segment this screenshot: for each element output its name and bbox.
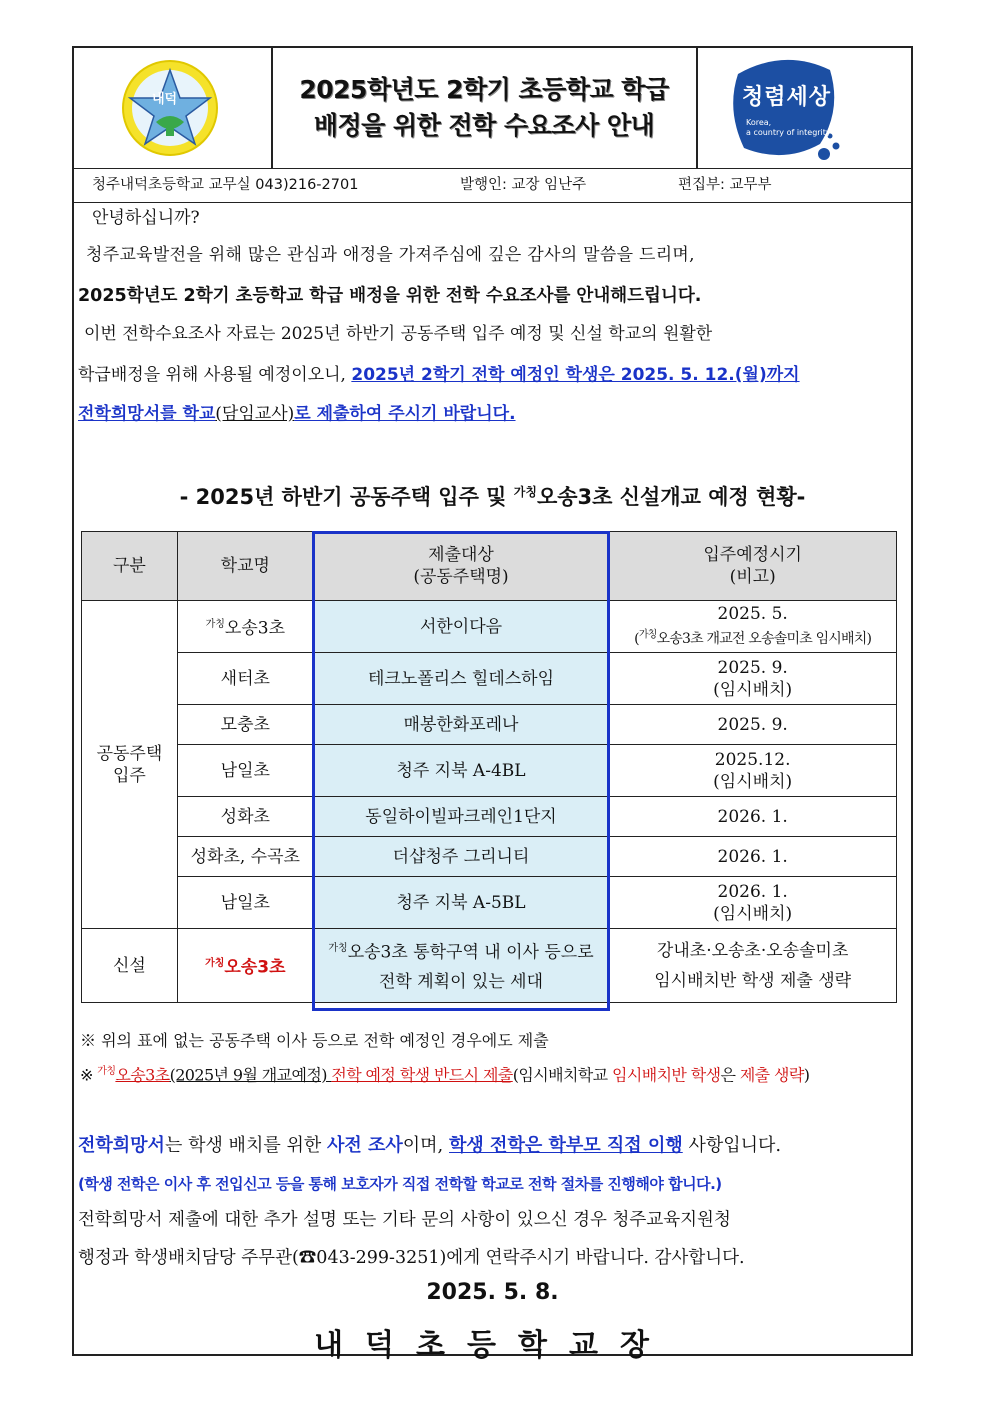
note-2 (80, 1062, 809, 1085)
target-cell (313, 929, 609, 1003)
paragraph-1: 청주교육발전을 위해 많은 관심과 애정을 가져주심에 깊은 감사의 말씀을 드리며, (86, 245, 695, 265)
target-cell: 동일하이빌파크레인1단지 (313, 797, 609, 837)
schedule-table (81, 531, 897, 1003)
target-line-1: 오송3초 통학구역 내 이사 등으로 (347, 942, 594, 963)
closing-survey: 사전 조사 (326, 1135, 403, 1156)
paragraph-3 (78, 361, 800, 389)
integrity-logo-text: 청렴세상 (742, 84, 832, 110)
note-2-sup: 가칭 (97, 1066, 116, 1077)
col-header-category: 구분 (82, 532, 178, 601)
note-1: ※ 위의 표에 없는 공동주택 이사 등으로 전학 예정인 경우에도 제출 (80, 1031, 549, 1050)
table-row-new-school (82, 929, 897, 1003)
target-cell: 청주 지북 A-4BL (313, 745, 609, 797)
school-cell: 모충초 (177, 705, 313, 745)
submit-request: 로 제출하여 주시기 바랍니다. (294, 404, 516, 424)
school-sup: 가칭 (205, 618, 225, 630)
page-title (274, 72, 694, 144)
integrity-logo-sub2: a country of integrity (746, 128, 831, 137)
school-cell (177, 601, 313, 653)
table-row (82, 745, 897, 797)
title-line-1: 2025학년도 2학기 초등학교 학급 (299, 75, 669, 104)
time-value: 2025.12. (714, 749, 791, 770)
col-header-time-line1: 입주예정시기 (703, 545, 802, 565)
closing-line-3: 전학희망서 제출에 대한 추가 설명 또는 기타 문의 사항이 있으신 경우 청주교육지원청 (78, 1210, 731, 1230)
time-cell (609, 877, 897, 929)
target-cell: 매봉한화포레나 (313, 705, 609, 745)
time-cell (609, 653, 897, 705)
note-2-required: 전학 예정 학생 반드시 제출 (331, 1065, 513, 1085)
school-name: 오송3초 (224, 618, 285, 639)
col-header-target (313, 532, 609, 601)
time-note-sup: 가칭 (638, 629, 657, 641)
target-sup: 가칭 (328, 942, 348, 954)
group-cell-new: 신설 (82, 929, 178, 1003)
issue-date: 2025. 5. 8. (426, 1280, 559, 1305)
paragraph-1-bold: 2025학년도 2학기 초등학교 학급 배정을 위한 전학 수요조사를 안내해드립니다. (78, 286, 702, 306)
closing-line-1 (78, 1132, 781, 1160)
target-cell: 서한이다음 (313, 601, 609, 653)
section-title-sup: 가칭 (513, 485, 537, 499)
publisher: 발행인: 교장 임난주 (460, 177, 587, 193)
title-line-2: 배정을 위한 전학 수요조사 안내 (313, 111, 655, 140)
time-cell: 2025. 9. (609, 705, 897, 745)
time-cell (609, 929, 897, 1003)
editor: 편집부: 교무부 (678, 177, 772, 193)
time-note: (임시배치) (713, 771, 793, 792)
col-header-school: 학교명 (177, 532, 313, 601)
note-2-open: (2025년 9월 개교예정) (169, 1065, 332, 1085)
header (74, 48, 911, 169)
time-cell (609, 745, 897, 797)
page-frame (72, 46, 913, 1363)
integrity-logo-sub1: Korea, (746, 118, 772, 127)
signer: 내덕초등학교장 (314, 1328, 671, 1363)
table-row (82, 601, 897, 653)
school-logo (120, 58, 220, 158)
closing-text-2: 이며, (402, 1135, 450, 1156)
target-cell: 청주 지북 A-5BL (313, 877, 609, 929)
target-line-2: 전학 계획이 있는 세대 (378, 972, 543, 993)
time-note: (임시배치) (713, 679, 793, 700)
note-2-mark: ※ (80, 1065, 98, 1085)
note-2-close: ) (803, 1065, 810, 1085)
school-name: 오송3초 (224, 957, 286, 978)
school-cell: 성화초, 수곡초 (177, 837, 313, 877)
closing-text: 는 학생 배치를 위한 (164, 1135, 327, 1156)
note-2-omit: 제출 생략 (739, 1065, 804, 1085)
submit-target: 전학희망서를 학교 (78, 404, 216, 424)
col-header-target-line2: (공동주택명) (413, 567, 509, 587)
group-label: 공동주택 (96, 743, 163, 764)
section-title (74, 481, 911, 511)
note-2-particle: 은 (720, 1065, 740, 1085)
table-row (82, 797, 897, 837)
time-cell: 2026. 1. (609, 837, 897, 877)
school-cell (177, 929, 313, 1003)
col-header-time (609, 532, 897, 601)
info-bar (74, 168, 911, 203)
school-sup: 가칭 (205, 957, 225, 969)
time-value: 2025. 9. (717, 657, 788, 678)
paragraph-3-text: 학급배정을 위해 사용될 예정이오니, (78, 365, 352, 385)
group-cell-housing (82, 601, 178, 929)
closing-line-4: 행정과 학생배치담당 주무관(☎043-299-3251)에게 연락주시기 바랍니다. 감사합니다. (78, 1248, 745, 1268)
col-header-target-line1: 제출대상 (428, 545, 494, 565)
paragraph-4 (78, 400, 516, 428)
closing-form: 전학희망서 (78, 1135, 165, 1156)
school-phone: 청주내덕초등학교 교무실 043)216-2701 (92, 177, 359, 193)
col-header-time-line2: (비고) (729, 567, 776, 587)
submit-target-paren: (담임교사) (215, 404, 295, 424)
closing-parent-duty: 학생 전학은 학부모 직접 이행 (449, 1135, 683, 1156)
time-value: 2025. 5. (717, 603, 788, 624)
school-cell: 남일초 (177, 877, 313, 929)
section-title-pre: - 2025년 하반기 공동주택 입주 및 (179, 485, 514, 509)
paragraph-2: 이번 전학수요조사 자료는 2025년 하반기 공동주택 입주 예정 및 신설 학교의 원활한 (84, 324, 713, 344)
header-divider (696, 48, 698, 168)
header-divider (271, 48, 273, 168)
closing-text-3: 사항입니다. (682, 1135, 782, 1156)
school-logo-text: 내덕 (152, 92, 178, 107)
note-2-class: 임시배치반 학생 (612, 1065, 721, 1085)
target-cell: 테크노폴리스 힐데스하임 (313, 653, 609, 705)
table-header-row (82, 532, 897, 601)
table-row (82, 705, 897, 745)
table-row (82, 877, 897, 929)
time-note-text: 오송3초 개교전 오송솔미초 임시배치) (656, 631, 872, 648)
time-cell (609, 601, 897, 653)
note-2-paren: (임시배치학교 (512, 1065, 612, 1085)
note-2-school: 오송3초 (115, 1065, 170, 1085)
greeting: 안녕하십니까? (92, 208, 200, 228)
note-line-2: 임시배치반 학생 제출 생략 (654, 970, 852, 991)
time-note: ($^{가칭}$오송3초 개교전 오송솔미초 임시배치) (634, 629, 872, 648)
school-cell: 남일초 (177, 745, 313, 797)
school-cell: 성화초 (177, 797, 313, 837)
section-title-post: 오송3초 신설개교 예정 현황- (536, 485, 806, 509)
target-cell: 더샵청주 그리니티 (313, 837, 609, 877)
time-note: (임시배치) (713, 903, 793, 924)
group-label-2: 입주 (113, 765, 146, 786)
table-row (82, 653, 897, 705)
time-cell: 2026. 1. (609, 797, 897, 837)
deadline-highlight: 2025년 2학기 전학 예정인 학생은 2025. 5. 12.(월)까지 (351, 365, 800, 385)
school-cell: 새터초 (177, 653, 313, 705)
closing-line-2: (학생 전학은 이사 후 전입신고 등을 통해 보호자가 직접 전학할 학교로 전학 절차를 진행해야 합니다.) (78, 1175, 722, 1193)
note-line-1: 강내초·오송초·오송솔미초 (656, 940, 849, 961)
integrity-logo (724, 54, 844, 162)
time-value: 2026. 1. (717, 881, 788, 902)
table-row (82, 837, 897, 877)
